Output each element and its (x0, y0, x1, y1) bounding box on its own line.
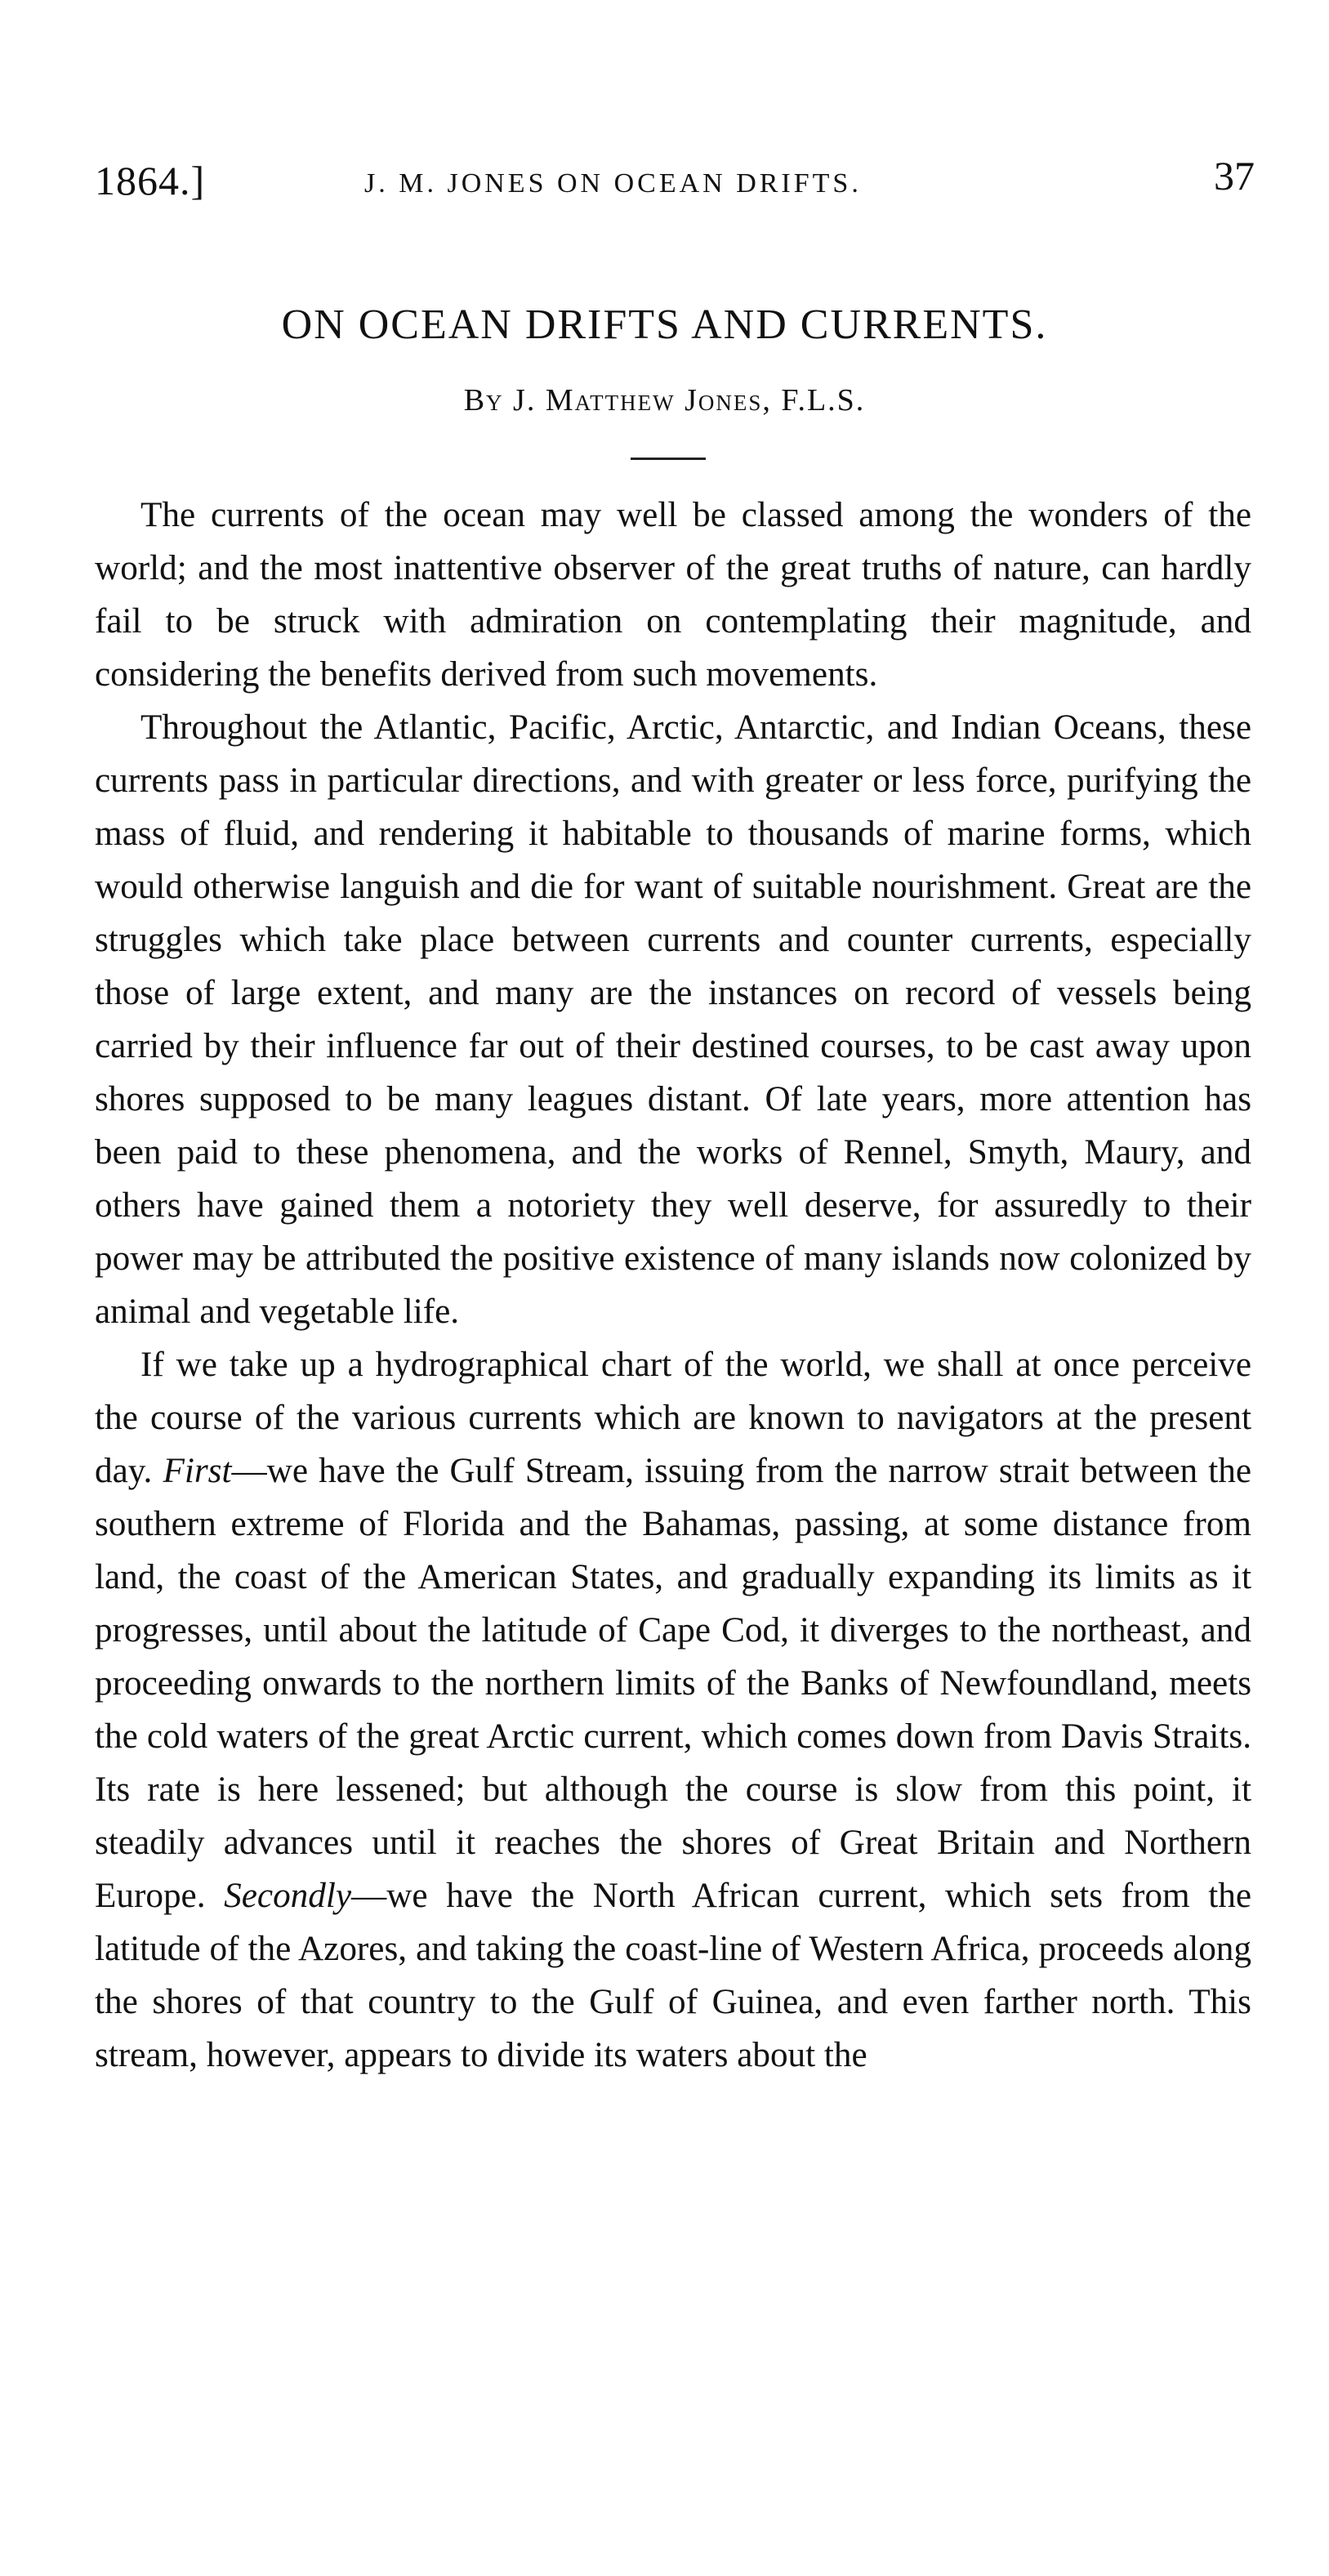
italic-first: First (163, 1452, 232, 1490)
article-title: ON OCEAN DRIFTS AND CURRENTS. (281, 301, 1048, 348)
paragraph-3-part-a: If we take up a hydrographical chart of the world, we shall at once perceive the course of the various currents which are known to navigators at the present day. (95, 1346, 1251, 1490)
page-number: 37 (1214, 153, 1255, 199)
paragraph-3-part-b: —we have the Gulf Stream, issuing from the narrow strait between the southern extreme of Florida and the Bahamas, passing, at some distance from land, the coast of the American States, and gradually expanding its limits as it progresses, until about the latitude of Cape Cod, it diverges to the northeast, and proceeding onwards to the northern limits of the Banks of Newfoundland, meets the cold waters of the great Arctic current, which comes down from Davis Straits. Its rate is here lessened; but although the course is slow from this point, it steadily advances until it reaches the shores of Great Britain and Northern Europe. (95, 1452, 1251, 1915)
paragraph-2: Throughout the Atlantic, Pacific, Arctic, Antarctic, and Indian Oceans, these currents pass in particular directions, and with greater or less force, purifying the mass of fluid, and rendering it habitable to thousands of marine forms, which would otherwise languish and die for want of suitable nourishment. Great are the struggles which take place between currents and counter currents, especially those of large extent, and many are the instances on record of vessels being carried by their influence far out of their destined courses, to be cast away upon shores supposed to be many leagues distant. Of late years, more attention has been paid to these phenomena, and the works of Rennel, Smyth, Maury, and others have gained them a notoriety they well deserve, for assuredly to their power may be attributed the positive existence of many islands now colonized by animal and vegetable life. (95, 708, 1251, 1331)
paragraph-3 (95, 1338, 1251, 2082)
paragraph-1: The currents of the ocean may well be classed among the wonders of the world; and the most inattentive observer of the great truths of nature, can hardly fail to be struck with admiration on contemplating their magnitude, and considering the benefits derived from such movements. (95, 496, 1251, 694)
running-head (95, 153, 1255, 214)
title-rule (631, 458, 706, 460)
italic-secondly: Secondly (224, 1877, 352, 1915)
running-head-title: J. M. JONES ON OCEAN DRIFTS. (364, 168, 862, 199)
paragraph-3-part-c: —we have the North African current, which sets from the latitude of the Azores, and taking the coast-line of Western Africa, proceeds along the shores of that country to the Gulf of Guinea, and even farther north. This stream, however, appears to divide its waters about the (95, 1877, 1251, 2074)
running-head-year: 1864.] (95, 158, 206, 203)
article-body (95, 489, 1251, 2082)
byline: By J. Matthew Jones, F.L.S. (463, 383, 866, 417)
